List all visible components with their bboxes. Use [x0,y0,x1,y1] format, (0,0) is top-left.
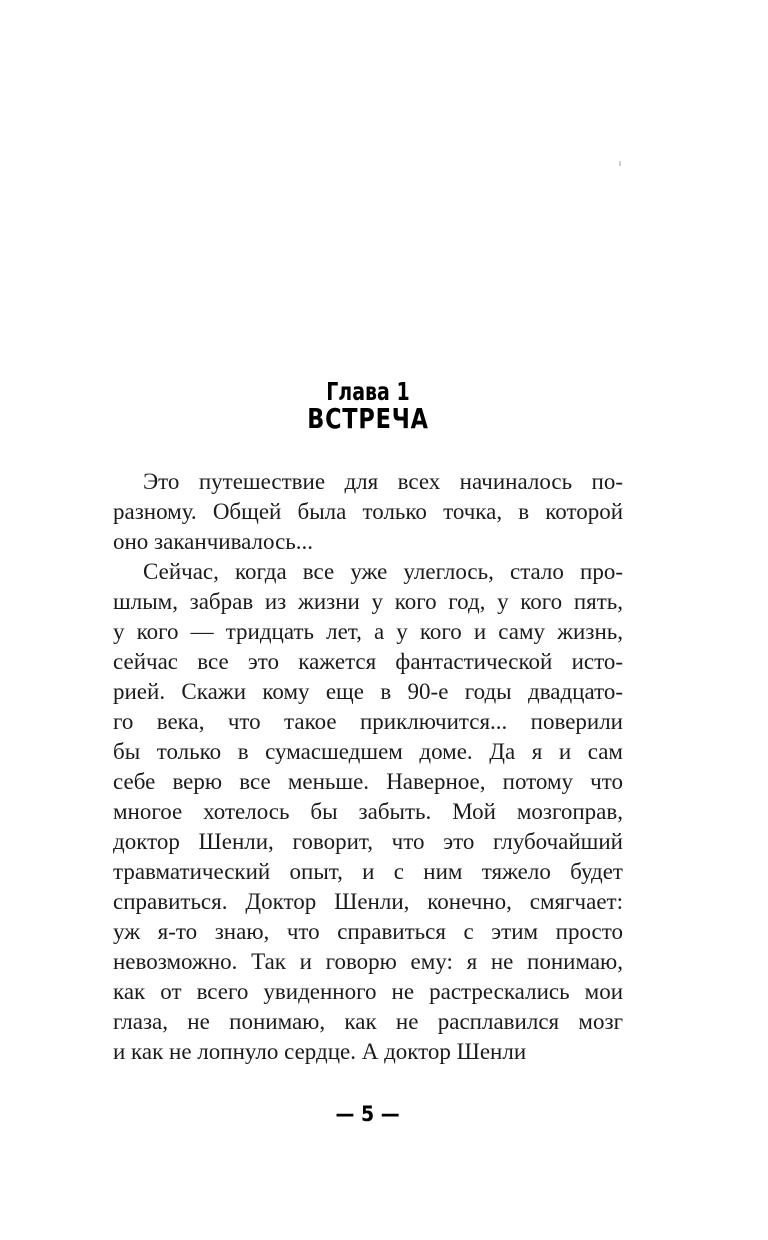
text-line: оно заканчивалось... [113,529,314,554]
text-line: го века, что такое приключится... поверили [113,709,623,734]
text-line: справиться. Доктор Шенли, конечно, смягчает: [113,889,623,914]
text-line: бы только в сумасшедшем доме. Да я и сам [113,739,623,764]
chapter-label-text: Глава 1 [326,377,410,406]
text-line: у кого — тридцать лет, а у кого и саму жизнь, [113,619,623,644]
text-line: уж я-то знаю, что справиться с этим просто [113,919,623,944]
page-number-text: — 5 — [335,1102,401,1126]
text-line: и как не лопнуло сердце. А доктор Шенли [113,1039,527,1064]
text-line: как от всего увиденного не растрескались мои [113,979,623,1004]
text-line: себе верю все меньше. Наверное, потому что [113,769,623,794]
text-line: многое хотелось бы забыть. Мой мозгоправ, [113,799,623,824]
chapter-title-text: ВСТРЕЧА [307,402,429,435]
chapter-title [113,402,623,435]
text-line: глаза, не понимаю, как не расплавился мозг [113,1009,623,1034]
page-number [113,1103,623,1125]
text-line: травматический опыт, и с ним тяжело будет [113,859,623,884]
text-line: сейчас все это кажется фантастической исто- [113,649,623,674]
body-text [113,467,623,1067]
text-line: доктор Шенли, говорит, что это глубочайший [113,829,623,854]
text-line: шлым, забрав из жизни у кого год, у кого пять, [113,589,623,614]
text-line: невозможно. Так и говорю ему: я не понимаю, [113,949,623,974]
text-line: рией. Скажи кому еще в 90-е годы двадцато- [113,679,623,704]
text-line: Это путешествие для всех начиналось по- [143,469,623,494]
scan-artifact-dot [619,161,621,166]
text-line: разному. Общей была только точка, в которой [113,499,623,524]
text-line: Сейчас, когда все уже улеглось, стало про- [143,559,623,584]
